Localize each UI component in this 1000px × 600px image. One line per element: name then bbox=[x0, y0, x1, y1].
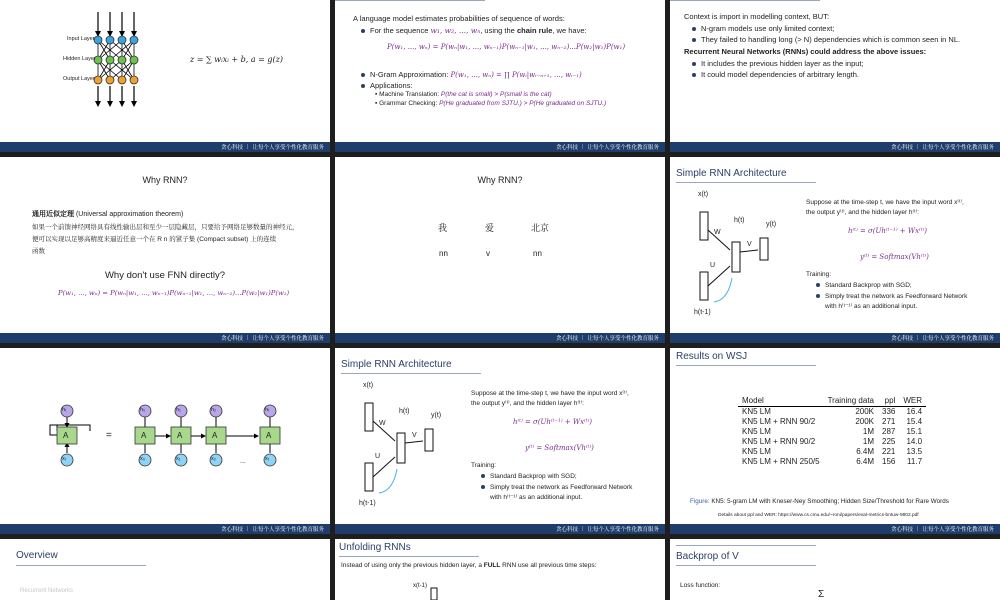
cell: KN5 LM bbox=[742, 427, 771, 436]
bullet-icon bbox=[816, 294, 820, 298]
slide-backprop-v[interactable] bbox=[670, 539, 1000, 600]
bullet-icon bbox=[481, 485, 485, 489]
text: P(the cat is small) > P(small is the cat) bbox=[440, 91, 552, 98]
slide-language-model[interactable] bbox=[335, 0, 665, 152]
word-2: 爱 bbox=[485, 223, 495, 233]
neural-network-diagram bbox=[60, 8, 210, 118]
layer-label-output: Output Layer bbox=[63, 76, 95, 82]
cell: KN5 LM + RNN 250/5 bbox=[742, 457, 820, 466]
neuron-formula: z = ∑ wᵢxᵢ + b, a = g(z) bbox=[190, 55, 283, 64]
cell-t-x: xₜ bbox=[265, 456, 270, 462]
figure-label: Figure: bbox=[690, 498, 710, 505]
footer-brand: 贪心科技 bbox=[221, 145, 244, 151]
bullet-icon bbox=[692, 62, 696, 66]
cell-1-a: A bbox=[177, 431, 183, 440]
slide-title: Overview bbox=[16, 550, 58, 561]
table-row bbox=[738, 457, 926, 467]
slide-footer: 贪心科技 | 让每个人享受个性化教育服务 bbox=[335, 524, 665, 534]
lm-bullet-ngram bbox=[361, 70, 582, 80]
slide-results-wsj[interactable] bbox=[670, 348, 1000, 534]
cell-1-h: h₁ bbox=[176, 407, 181, 413]
hand-u: U bbox=[710, 262, 716, 269]
chain-rule-formula: P(w₁, ..., wₙ) = P(wₙ|w₁, ..., wₙ₋₁)P(wₙ₋₁|w₁, ..., wₙ₋₂)...P(w₂|w₁)P(w₁) bbox=[58, 289, 290, 297]
rnn-hidden-eq: h⁽ᵗ⁾ = σ(Uh⁽ᵗ⁻¹⁾ + Wx⁽ᵗ⁾) bbox=[513, 418, 592, 426]
footer-brand: 贪心科技 bbox=[556, 145, 579, 151]
slide-simple-rnn-a[interactable] bbox=[670, 157, 1000, 343]
word-1: 我 bbox=[438, 223, 448, 233]
app-grammar-checking: ▪ Grammar Checking: P(He graduated from SJTU.) > P(He graduated on SJTU.) bbox=[375, 100, 607, 107]
slide-footer: 贪心科技 | 让每个人享受个性化教育服务 bbox=[670, 333, 1000, 343]
footer-slogan: 让每个人享受个性化教育服务 bbox=[587, 145, 659, 151]
full-bold: FULL bbox=[483, 562, 501, 569]
sum-symbol: Σ bbox=[818, 589, 825, 600]
theorem-name: 通用近似定理 bbox=[32, 211, 74, 218]
slide-overview[interactable] bbox=[0, 539, 330, 600]
text: It could model dependencies of arbitrary length. bbox=[701, 70, 860, 79]
lm-bullet-applications bbox=[361, 81, 413, 91]
text: Instead of using only the previous hidden layer, a bbox=[341, 562, 484, 569]
slide-title: Why RNN? bbox=[477, 175, 523, 185]
rnn-output-eq: y⁽ᵗ⁾ = Softmax(Vh⁽ᵗ⁾) bbox=[525, 444, 594, 452]
title-rule bbox=[676, 545, 816, 546]
slide-title: Simple RNN Architecture bbox=[341, 359, 452, 370]
slide-context[interactable] bbox=[670, 0, 1000, 152]
slide-unfolding-rnns[interactable] bbox=[335, 539, 665, 600]
ngram-formula: P(w₁, ..., wₙ) = ∏ P(wᵢ|wᵢ₋ₙ₊₁, ..., wᵢ₋₁) bbox=[450, 71, 582, 79]
unfold-sketch bbox=[427, 586, 447, 600]
bullet-icon bbox=[816, 283, 820, 287]
layer-label-hidden: Hidden Layer bbox=[63, 56, 96, 62]
cell-0-a: A bbox=[141, 431, 147, 440]
table-row bbox=[738, 417, 926, 427]
table-row bbox=[738, 447, 926, 457]
equals-sign: = bbox=[106, 430, 112, 441]
cell: 225 bbox=[882, 437, 896, 446]
cell-2-h: h₂ bbox=[211, 407, 217, 413]
footer-brand: 贪心科技 bbox=[221, 527, 244, 533]
lm-intro: A language model estimates probabilities of sequence of words: bbox=[353, 14, 565, 23]
text: P(He graduated from SJTU.) > P(He graduated on SJTU.) bbox=[439, 100, 607, 107]
cell-0-x: x₀ bbox=[140, 456, 146, 462]
rnn-training: Training: bbox=[806, 271, 832, 278]
title-rule bbox=[676, 182, 816, 183]
rnn-output-eq: y⁽ᵗ⁾ = Softmax(Vh⁽ᵗ⁾) bbox=[860, 253, 929, 261]
unrolled-rnn-diagram bbox=[0, 403, 330, 523]
hand-y: y(t) bbox=[766, 221, 777, 228]
context-intro: Context is import in modelling context, BUT: bbox=[684, 12, 830, 21]
footer-slogan: 让每个人享受个性化教育服务 bbox=[922, 336, 994, 342]
layer-label-input: Input Layer bbox=[67, 36, 95, 42]
rnn-training-2 bbox=[481, 483, 632, 493]
cell: 6.4M bbox=[856, 457, 874, 466]
faded-item: Recurrent Networks bbox=[20, 588, 74, 594]
rnn-line-1: Suppose at the time-step t, we have the input word x⁽ᵗ⁾, bbox=[471, 390, 629, 397]
text: Grammar Checking: bbox=[379, 100, 440, 107]
text: Standard Backprop with SGD; bbox=[825, 282, 912, 289]
text: Simply treat the network as Feedforward Network bbox=[490, 484, 633, 491]
footer-slogan: 让每个人享受个性化教育服务 bbox=[587, 336, 659, 342]
text: It includes the previous hidden layer as the input; bbox=[701, 59, 864, 68]
hand-hprev: h(t-1) bbox=[694, 309, 711, 316]
cell: 200K bbox=[855, 417, 874, 426]
word-3: 北京 bbox=[531, 223, 550, 233]
context-bullet-3 bbox=[692, 59, 864, 69]
fnn-question: Why don't use FNN directly? bbox=[104, 270, 226, 281]
footer-brand: 贪心科技 bbox=[891, 145, 914, 151]
unfolding-text bbox=[341, 561, 596, 571]
slide-footer: 贪心科技 | 让每个人享受个性化教育服务 bbox=[335, 333, 665, 343]
title-rule bbox=[676, 565, 816, 566]
theorem-line-1: 如果一个前馈神经网络具有线性输出层和至少一层隐藏层，只要给予网络足够数量的神经元， bbox=[32, 224, 299, 231]
text: N-Gram Approximation: bbox=[370, 70, 451, 79]
rnn-line-2: the output y⁽ᵗ⁾, and the hidden layer h⁽ᵗ⁾: bbox=[471, 400, 584, 407]
title-rule bbox=[341, 373, 481, 374]
sequence: w₁, w₂, ..., wₙ bbox=[430, 26, 481, 35]
slide-title: Backprop of V bbox=[676, 551, 739, 562]
col-model: Model bbox=[738, 396, 824, 407]
bullet-icon bbox=[692, 73, 696, 77]
bullet-icon bbox=[361, 73, 365, 77]
slide-title: Unfolding RNNs bbox=[339, 542, 411, 553]
title-rule bbox=[676, 365, 816, 366]
context-bullet-4 bbox=[692, 70, 859, 80]
text: Applications: bbox=[370, 81, 413, 90]
footer-brand: 贪心科技 bbox=[891, 527, 914, 533]
cell-1-x: x₁ bbox=[176, 456, 181, 462]
hand-y: y(t) bbox=[431, 412, 442, 419]
folded-x: xₜ bbox=[62, 456, 67, 462]
text: RNN use all previous time steps: bbox=[500, 562, 597, 569]
cell: 13.5 bbox=[906, 447, 923, 456]
cell: 336 bbox=[882, 407, 896, 416]
hand-v: V bbox=[412, 432, 417, 439]
cell-t-a: A bbox=[266, 431, 272, 440]
slide-title: Simple RNN Architecture bbox=[676, 168, 787, 179]
col-ppl: ppl bbox=[878, 396, 899, 407]
title-rule bbox=[16, 565, 146, 566]
footer-slogan: 让每个人享受个性化教育服务 bbox=[587, 527, 659, 533]
hand-v: V bbox=[747, 241, 752, 248]
cell: 14.0 bbox=[906, 437, 923, 446]
text: Machine Translation: bbox=[379, 91, 441, 98]
cell: KN5 LM + RNN 90/2 bbox=[742, 417, 816, 426]
cell: 16.4 bbox=[906, 407, 923, 416]
theorem-line-2: 便可以实现以足够高精度来逼近任意一个在 R n 的紧子集 (Compact subset) 上的连续 bbox=[32, 236, 277, 243]
cell: 287 bbox=[882, 427, 896, 436]
hand-u: U bbox=[375, 453, 381, 460]
hand-w: W bbox=[379, 420, 386, 427]
footer-slogan: 让每个人享受个性化教育服务 bbox=[252, 145, 324, 151]
cell: 15.1 bbox=[906, 427, 923, 436]
footer-brand: 贪心科技 bbox=[556, 336, 579, 342]
hand-hprev: h(t-1) bbox=[359, 500, 376, 507]
theorem-heading bbox=[32, 209, 183, 219]
text: They failed to handling long (> N) dependencies which is common seen in NL. bbox=[701, 35, 961, 44]
cell: 11.7 bbox=[907, 457, 923, 466]
rnn-training-3: with h⁽ᵗ⁻¹⁾ as an additional input. bbox=[825, 303, 918, 310]
rnn-line-1: Suppose at the time-step t, we have the input word x⁽ᵗ⁾, bbox=[806, 199, 964, 206]
col-wer: WER bbox=[899, 396, 926, 407]
lm-bullet-chain bbox=[361, 26, 587, 36]
figure-caption bbox=[690, 498, 949, 505]
bullet-icon bbox=[361, 84, 365, 88]
rnn-hidden-eq: h⁽ᵗ⁾ = σ(Uh⁽ᵗ⁻¹⁾ + Wx⁽ᵗ⁾) bbox=[848, 227, 927, 235]
chain-rule: chain rule bbox=[516, 26, 553, 35]
footer-brand: 贪心科技 bbox=[556, 527, 579, 533]
bullet-icon bbox=[692, 27, 696, 31]
tag-3: nn bbox=[533, 249, 542, 258]
table-row bbox=[738, 407, 926, 418]
cell: 271 bbox=[882, 417, 896, 426]
footer-slogan: 让每个人享受个性化教育服务 bbox=[252, 527, 324, 533]
slide-why-rnn-words[interactable] bbox=[335, 157, 665, 343]
slide-footer: 贪心科技 | 让每个人享受个性化教育服务 bbox=[0, 333, 330, 343]
text: , using the bbox=[480, 26, 517, 35]
cell: KN5 LM + RNN 90/2 bbox=[742, 437, 816, 446]
cell: 1M bbox=[862, 427, 874, 436]
rnn-training: Training: bbox=[471, 462, 497, 469]
details-link[interactable]: Details about ppl and WER: https://www.cs.cmu.edu/~roni/papers/eval-metrics-bntuw-9802.pdf bbox=[718, 513, 919, 518]
text: (Universal approximation theorem) bbox=[75, 211, 184, 218]
bullet-icon bbox=[481, 474, 485, 478]
slide-footer: 贪心科技 | 让每个人享受个性化教育服务 bbox=[670, 142, 1000, 152]
cell-2-a: A bbox=[212, 431, 218, 440]
loss-label: Loss function: bbox=[680, 582, 721, 589]
ellipsis: ... bbox=[240, 458, 246, 465]
footer-brand: 贪心科技 bbox=[891, 336, 914, 342]
slide-unrolled-rnn[interactable] bbox=[0, 348, 330, 534]
cell-0-h: h₀ bbox=[140, 407, 146, 413]
slide-footer: 贪心科技 | 让每个人享受个性化教育服务 bbox=[335, 142, 665, 152]
chain-rule-formula: P(w₁, ..., wₙ) = P(wₙ|w₁, ..., wₙ₋₁)P(wₙ₋₁|w₁, ..., wₙ₋₂)...P(w₂|w₁)P(w₁) bbox=[387, 43, 626, 51]
footer-brand: 贪心科技 bbox=[221, 336, 244, 342]
table-row bbox=[738, 437, 926, 447]
hand-x: x(t) bbox=[363, 382, 374, 389]
hand-x: x(t) bbox=[698, 191, 709, 198]
rnn-training-1 bbox=[816, 281, 912, 291]
text: , we have: bbox=[552, 26, 587, 35]
hand-x-prev: x(t-1) bbox=[413, 583, 427, 589]
rnn-training-2 bbox=[816, 292, 967, 302]
text: For the sequence bbox=[370, 26, 431, 35]
folded-h: hₜ bbox=[62, 407, 67, 413]
footer-slogan: 让每个人享受个性化教育服务 bbox=[922, 145, 994, 151]
slide-footer: 贪心科技 | 让每个人享受个性化教育服务 bbox=[0, 524, 330, 534]
slide-why-rnn-theorem[interactable] bbox=[0, 157, 330, 343]
rnn-training-1 bbox=[481, 472, 577, 482]
footer-slogan: 让每个人享受个性化教育服务 bbox=[252, 336, 324, 342]
cell: 200K bbox=[855, 407, 874, 416]
cell: 221 bbox=[882, 447, 896, 456]
text: Simply treat the network as Feedforward Network bbox=[825, 293, 968, 300]
hand-h: h(t) bbox=[399, 408, 410, 415]
title-rule bbox=[670, 0, 820, 1]
table-row bbox=[738, 427, 926, 437]
cell: 1M bbox=[862, 437, 874, 446]
title-rule bbox=[339, 556, 479, 557]
cell: 156 bbox=[882, 457, 896, 466]
rnn-training-3: with h⁽ᵗ⁻¹⁾ as an additional input. bbox=[490, 494, 583, 501]
text: Standard Backprop with SGD; bbox=[490, 473, 577, 480]
tag-1: nn bbox=[439, 249, 448, 258]
bullet-icon bbox=[692, 38, 696, 42]
title-rule bbox=[335, 0, 485, 1]
folded-cell: A bbox=[63, 431, 69, 440]
context-bullet-2 bbox=[692, 35, 960, 45]
theorem-line-3: 函数 bbox=[32, 248, 45, 255]
table-header-row bbox=[738, 396, 926, 407]
cell-t-h: hₜ bbox=[265, 407, 270, 413]
text: KN5: 5-gram LM with Kneser-Ney Smoothing; Hidden Size/Threshold for Rare Words bbox=[709, 498, 949, 505]
cell: 15.4 bbox=[906, 417, 923, 426]
rnn-line-2: the output y⁽ᵗ⁾, and the hidden layer h⁽ᵗ⁾: bbox=[806, 209, 919, 216]
slide-simple-rnn-b[interactable] bbox=[335, 348, 665, 534]
context-bullet-1 bbox=[692, 24, 834, 34]
hand-h: h(t) bbox=[734, 217, 745, 224]
wsj-results-table bbox=[738, 396, 926, 467]
slide-title: Why RNN? bbox=[142, 175, 188, 185]
text: N-gram models use only limited context; bbox=[701, 24, 835, 33]
tag-2: v bbox=[486, 249, 490, 258]
context-bold-line: Recurrent Neural Networks (RNNs) could address the above issues: bbox=[684, 47, 927, 56]
app-machine-translation: ▪ Machine Translation: P(the cat is small) > P(small is the cat) bbox=[375, 91, 552, 98]
cell-2-x: x₂ bbox=[211, 456, 216, 462]
cell: KN5 LM bbox=[742, 407, 771, 416]
slide-footer: 贪心科技 | 让每个人享受个性化教育服务 bbox=[0, 142, 330, 152]
col-training-data: Training data bbox=[824, 396, 878, 407]
slide-neural-network[interactable] bbox=[0, 0, 330, 152]
slide-footer: 贪心科技 | 让每个人享受个性化教育服务 bbox=[670, 524, 1000, 534]
hand-w: W bbox=[714, 229, 721, 236]
footer-slogan: 让每个人享受个性化教育服务 bbox=[922, 527, 994, 533]
bullet-icon bbox=[361, 29, 365, 33]
cell: KN5 LM bbox=[742, 447, 771, 456]
slide-title: Results on WSJ bbox=[676, 351, 748, 362]
cell: 6.4M bbox=[856, 447, 874, 456]
